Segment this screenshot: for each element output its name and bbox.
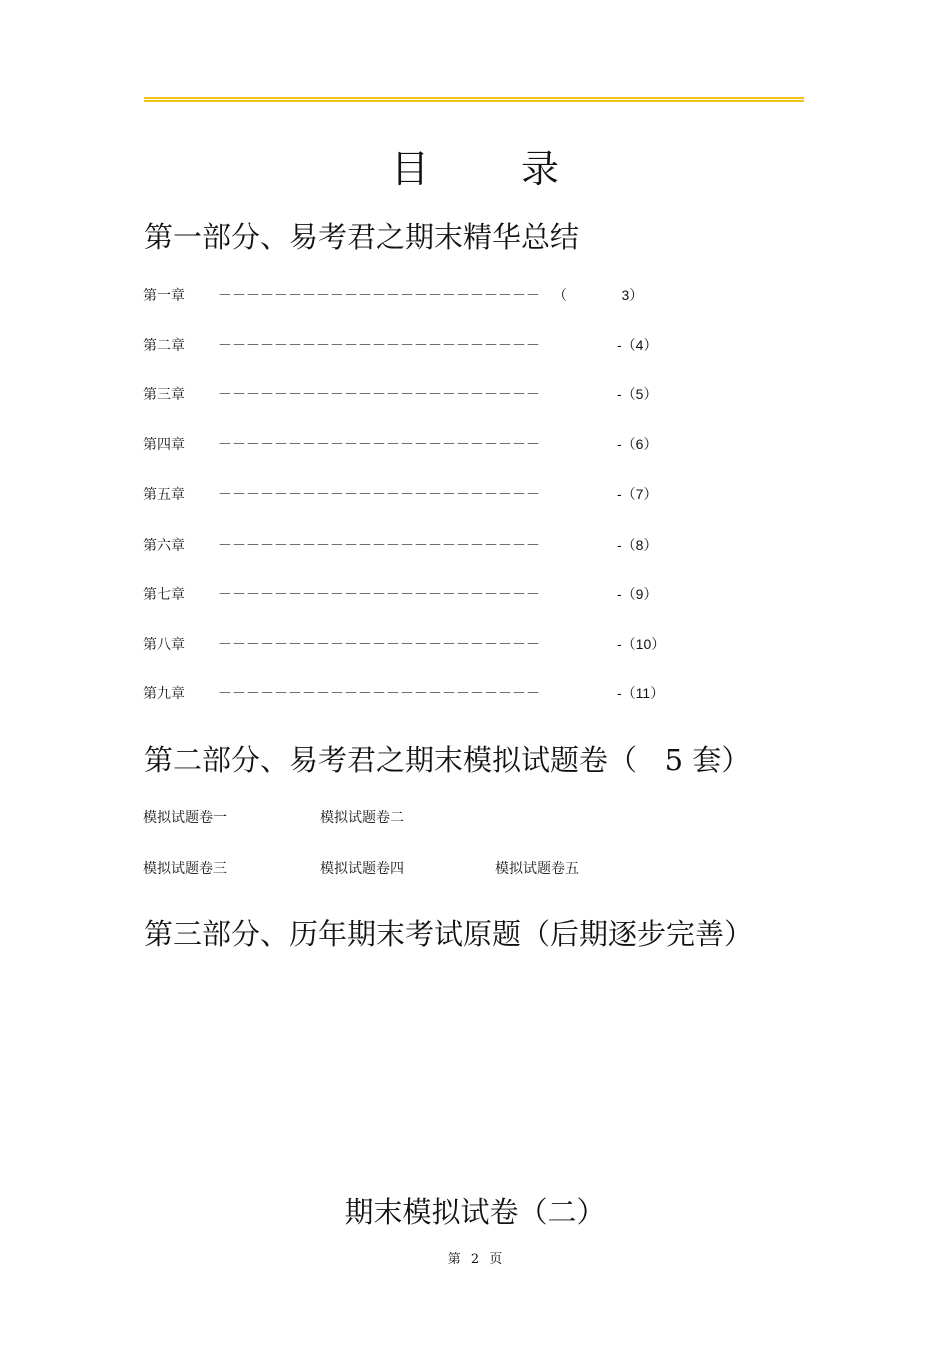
leader-dashes: －－－－－－－－－－－－－－－－－－－－－－－ [218, 487, 540, 503]
toc-entry-chapter-9[interactable] [0, 683, 950, 703]
leader-dashes: －－－－－－－－－－－－－－－－－－－－－－－ [218, 288, 540, 304]
exam-link-3[interactable]: 模拟试题卷三 [143, 861, 227, 877]
chapter-label: 第六章 [143, 538, 185, 554]
part3-heading[interactable]: 第三部分、历年期末考试原题（后期逐步完善） [144, 917, 754, 951]
exam-link-5[interactable]: 模拟试题卷五 [495, 861, 579, 877]
part2-heading[interactable]: 第二部分、易考君之期末模拟试题卷（ 5 套） [144, 743, 751, 777]
chapter-label: 第八章 [143, 637, 185, 653]
chapter-label: 第九章 [143, 686, 185, 702]
next-section-title: 期末模拟试卷（二） [344, 1195, 606, 1229]
chapter-page-ref: -（10） [617, 636, 666, 652]
chapter-label: 第七章 [143, 587, 185, 603]
toc-entry-chapter-2[interactable] [0, 335, 950, 355]
toc-entry-chapter-3[interactable] [0, 384, 950, 404]
exam-link-2[interactable]: 模拟试题卷二 [320, 810, 404, 826]
toc-entry-chapter-6[interactable] [0, 535, 950, 555]
exam-link-1[interactable]: 模拟试题卷一 [143, 810, 227, 826]
leader-dashes: －－－－－－－－－－－－－－－－－－－－－－－ [218, 686, 540, 702]
chapter-label: 第一章 [143, 288, 185, 304]
header-rule-top [144, 97, 804, 99]
chapter-label: 第五章 [143, 487, 185, 503]
page-number: 第 2 页 [447, 1252, 503, 1267]
leader-dashes: －－－－－－－－－－－－－－－－－－－－－－－ [218, 338, 540, 354]
chapter-page-ref: （ 3） [553, 287, 644, 303]
toc-entry-chapter-4[interactable] [0, 434, 950, 454]
toc-title: 目 录 [390, 147, 600, 191]
leader-dashes: －－－－－－－－－－－－－－－－－－－－－－－ [218, 538, 540, 554]
chapter-page-ref: -（4） [617, 337, 658, 353]
chapter-page-ref: -（8） [617, 537, 658, 553]
toc-entry-chapter-5[interactable] [0, 484, 950, 504]
toc-entry-chapter-7[interactable] [0, 584, 950, 604]
part1-heading[interactable]: 第一部分、易考君之期末精华总结 [144, 220, 580, 254]
leader-dashes: －－－－－－－－－－－－－－－－－－－－－－－ [218, 387, 540, 403]
toc-entry-chapter-1[interactable] [0, 285, 950, 305]
leader-dashes: －－－－－－－－－－－－－－－－－－－－－－－ [218, 587, 540, 603]
header-rule-bottom [144, 100, 804, 102]
leader-dashes: －－－－－－－－－－－－－－－－－－－－－－－ [218, 437, 540, 453]
toc-entry-chapter-8[interactable] [0, 634, 950, 654]
chapter-label: 第四章 [143, 437, 185, 453]
chapter-page-ref: -（11） [617, 685, 665, 701]
chapter-page-ref: -（9） [617, 586, 658, 602]
chapter-label: 第三章 [143, 387, 185, 403]
chapter-label: 第二章 [143, 338, 185, 354]
chapter-page-ref: -（7） [617, 486, 658, 502]
chapter-page-ref: -（6） [617, 436, 658, 452]
exam-link-4[interactable]: 模拟试题卷四 [320, 861, 404, 877]
leader-dashes: －－－－－－－－－－－－－－－－－－－－－－－ [218, 637, 540, 653]
chapter-page-ref: -（5） [617, 386, 658, 402]
